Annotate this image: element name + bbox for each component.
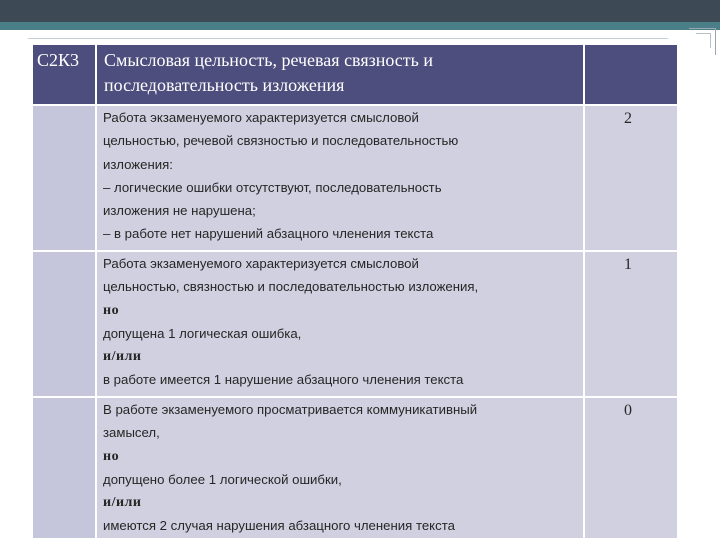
connector-word: но (103, 302, 120, 318)
corner-decoration (689, 28, 716, 55)
description-line: имеются 2 случая нарушения абзацного членения текста (103, 518, 455, 534)
score-cell: 0 (584, 397, 678, 539)
table-header-row (32, 44, 678, 105)
description-line: Работа экзаменуемого характеризуется смысловой (103, 256, 419, 271)
table-row (32, 397, 678, 539)
score-cell: 2 (584, 105, 678, 251)
top-accent-band (0, 22, 720, 30)
description-line: – логические ошибки отсутствуют, последовательность (103, 179, 442, 195)
table-row (32, 105, 678, 251)
table-row (32, 251, 678, 397)
description-line: изложения: (103, 156, 173, 172)
description-cell (96, 251, 584, 397)
top-bar (0, 0, 720, 22)
criterion-code: С2К3 (32, 44, 96, 105)
criterion-title: Смысловая цельность, речевая связность и последовательность изложения (96, 44, 584, 105)
connector-word: но (103, 448, 120, 464)
description-line: цельностью, речевой связностью и последовательностью (103, 133, 459, 149)
description-line: замысел, (103, 425, 160, 441)
description-line: допущена 1 логическая ошибка, (103, 325, 302, 341)
description-line: В работе экзаменуемого просматривается коммуникативный (103, 402, 478, 417)
title-separator (28, 38, 668, 39)
code-cell (32, 105, 96, 251)
code-cell (32, 397, 96, 539)
criteria-table (31, 43, 679, 540)
score-cell: 1 (584, 251, 678, 397)
description-cell (96, 397, 584, 539)
code-cell (32, 251, 96, 397)
description-line: Работа экзаменуемого характеризуется смысловой (103, 110, 419, 125)
connector-word: и/или (103, 349, 142, 365)
connector-word: и/или (103, 495, 142, 511)
description-line: в работе имеется 1 нарушение абзацного членения текста (103, 372, 464, 388)
description-line: цельностью, связностью и последовательностью изложения, (103, 279, 479, 295)
description-line: изложения не нарушена; (103, 203, 256, 219)
description-line: – в работе нет нарушений абзацного членения текста (103, 226, 434, 242)
description-cell (96, 105, 584, 251)
description-line: допущено более 1 логической ошибки, (103, 471, 342, 487)
score-header (584, 44, 678, 105)
